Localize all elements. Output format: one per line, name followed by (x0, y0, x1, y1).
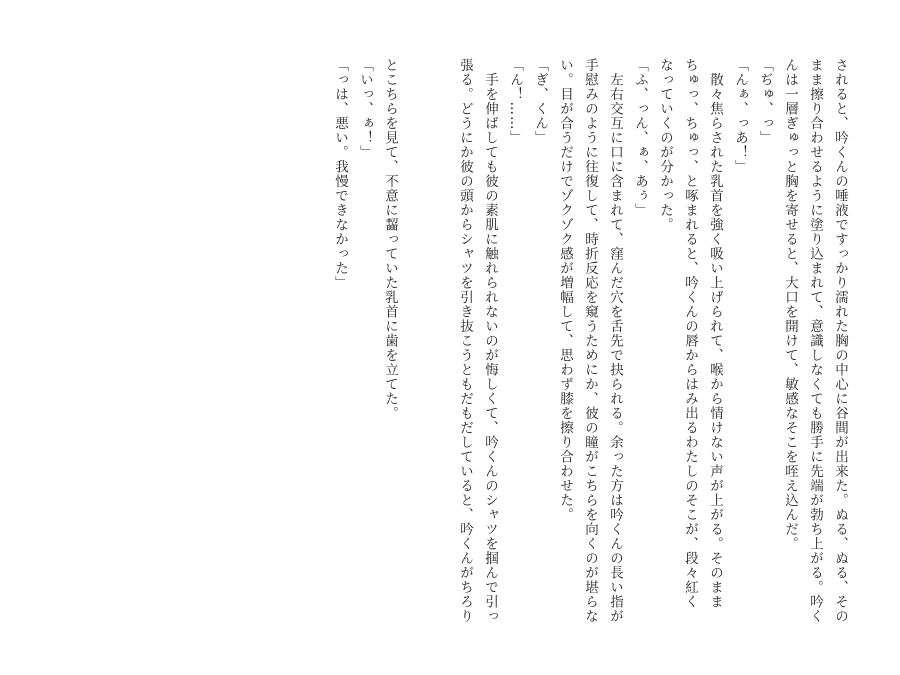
text-line: 手慰みのように往復して、時折反応を窺うためにか、彼の瞳がこちらを向くのが堪らな (582, 58, 598, 624)
text-line: 「っは、悪い。我慢できなかった」 (332, 58, 348, 290)
text-line: ちゅっ、ちゅっ、と啄まれると、吟くんの唇からはみ出るわたしのそこが、段々紅く (682, 58, 698, 609)
text-line: んは一層ぎゅっと胸を寄せると、大口を開けて、敏感なそこを咥え込んだ。 (782, 58, 798, 551)
text-line: 手を伸ばしても彼の素肌に触れられないのが悔しくて、吟くんのシャツを掴んで引っ (482, 58, 498, 624)
text-line: 「んぁ、っあ！」 (732, 58, 748, 174)
text-line: い。目が合うだけでゾクゾク感が増幅して、思わず膝を擦り合わせた。 (557, 58, 573, 522)
text-line: 左右交互に口に含まれて、窪んだ穴を舌先で抉られる。余った方は吟くんの長い指が (607, 58, 623, 624)
column-gap (402, 58, 452, 618)
text-line: 「いっ、ぁ！」 (357, 58, 373, 160)
text-line: 「ぢゅ、っ」 (757, 58, 773, 145)
text-line: 散々焦らされた乳首を強く吸い上げられて、喉から情けない声が上がる。そのまま (707, 58, 723, 609)
text-line: されると、吟くんの唾液ですっかり濡れた胸の中心に谷間が出来た。ぬる、ぬる、その (832, 58, 848, 624)
text-line: なっていくのが分かった。 (657, 58, 673, 232)
text-line: 「ふ、っん、ぁ、あぅ」 (632, 58, 648, 218)
text-line: 「ん！……」 (507, 58, 523, 145)
text-line: 張る。どうにか彼の頭からシャツを引き抜こうともだもだしていると、吟くんがちろり (457, 58, 473, 624)
text-line: まま擦り合わせるように塗り込まれて、意識しなくても勝手に先端が勃ち上がる。吟く (807, 58, 823, 624)
text-line: とこちらを見て、不意に齧っていた乳首に歯を立てた。 (382, 58, 398, 421)
vertical-text-block (327, 58, 852, 624)
text-line: 「ぎ、くん」 (532, 58, 548, 145)
